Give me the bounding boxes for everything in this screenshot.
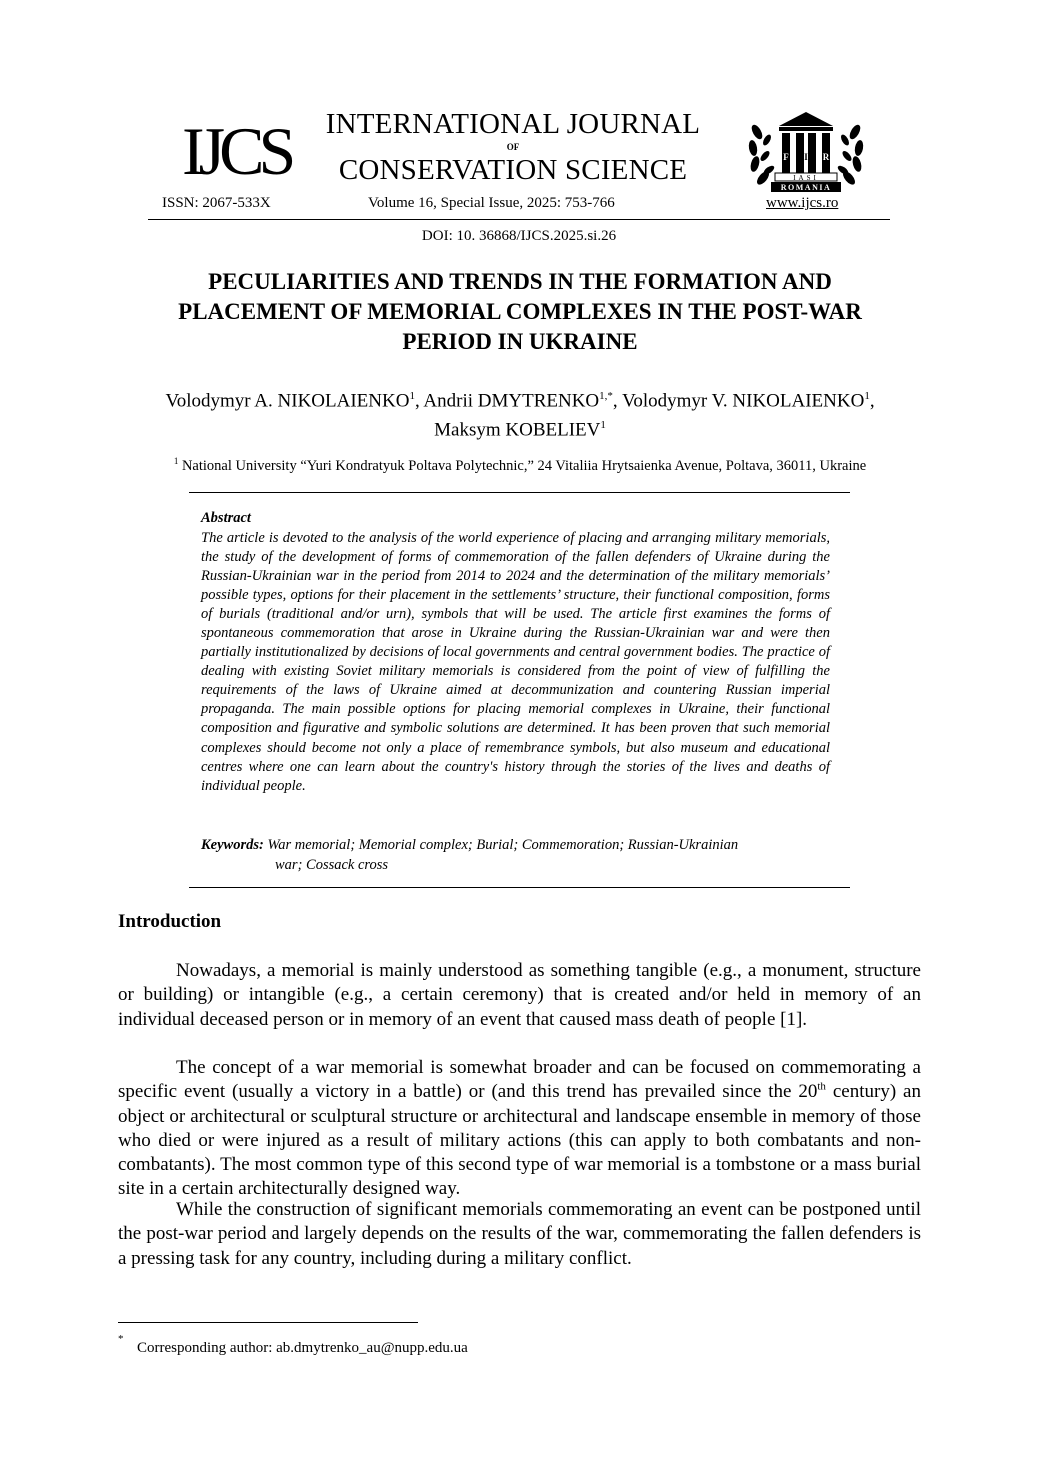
affiliation xyxy=(100,456,940,475)
header-divider xyxy=(148,219,890,220)
body-paragraph: The concept of a war memorial is somewhat broader and can be focused on commemorating a specific event (usually a victory in a battle) or (and this trend has prevailed since the 20th century) an object or architectural or sculptural structure or architectural and landscape ensemble in memory of those who died or were injured as a result of military actions (this can apply to both combatants and non-combatants). The most common type of this second type of war memorial is a tombstone or a mass burial site in a certain architecturally designed way. xyxy=(118,1057,921,1200)
journal-title-line1: INTERNATIONAL JOURNAL xyxy=(325,108,701,140)
footnote-text: Corresponding author: ab.dmytrenko_au@nupp.edu.ua xyxy=(137,1340,468,1356)
affiliation-mark: 1 xyxy=(173,456,179,466)
ijcs-logo xyxy=(180,112,291,190)
svg-text:IASI: IASI xyxy=(793,174,819,182)
paper-title-line: PECULIARITIES AND TRENDS IN THE FORMATION AND xyxy=(208,269,832,294)
laurel-left-icon xyxy=(748,123,776,187)
svg-text:ROMANIA: ROMANIA xyxy=(780,183,832,192)
body-paragraph: Nowadays, a memorial is mainly understood as something tangible (e.g., a monument, structure or building) or intangible (e.g., a certain ceremony) that is created and/or held in memory of an individual deceased person or in memory of an event that caused mass death of people [1]. xyxy=(118,960,921,1030)
journal-title-of: OF xyxy=(506,142,520,152)
ijcs-logo-text: IJCS xyxy=(182,113,291,189)
author-list: Volodymyr A. NIKOLAIENKO$^1$, Andrii $DMYTRENKO^{1,*}$, Volodymyr V. NIKOLAIENKO$^1$, Maksym KOBELIEV$^1$ xyxy=(165,390,875,441)
affiliation-text: National University “Yuri Kondratyuk Poltava Polytechnic,” 24 Vitaliia Hrytsaienka Avenue, Poltava, 36011, Ukraine xyxy=(181,457,867,474)
abstract-divider-top xyxy=(189,492,850,493)
svg-text:F: F xyxy=(783,152,789,162)
footnote-mark: * xyxy=(118,1333,124,1345)
svg-text:I: I xyxy=(804,152,808,162)
author-affiliation-mark: 1 xyxy=(409,390,415,402)
section-heading-introduction: Introduction xyxy=(118,911,222,932)
author-name: Volodymyr A. NIKOLAIENKO xyxy=(165,390,410,412)
keywords-text: war; Cossack cross xyxy=(275,856,389,873)
paper-title-line: PERIOD IN UKRAINE xyxy=(402,329,638,354)
fir-iasi-romania-logo xyxy=(745,110,867,196)
doi: DOI: 10. 36868/IJCS.2025.si.26 xyxy=(421,228,617,244)
footnote-divider xyxy=(118,1322,418,1323)
body-paragraph: While the construction of significant memorials commemorating an event can be postponed until the post-war period and largely depends on the results of the war, commemorating the fallen defenders is a pressing task for any country, including during a military conflict. xyxy=(118,1199,921,1269)
laurel-right-icon xyxy=(836,123,864,187)
volume-info: Volume 16, Special Issue, 2025: 753-766 xyxy=(368,195,615,211)
abstract-text: The article is devoted to the analysis of the world experience of placing and arranging military memorials, the study of the development of forms of commemoration of the fallen defenders of Ukraine during the Russian-Ukrainian war in the period from 2014 to 2024 and the determination of the military memorials’ possible types, options for their placement in the settlements’ structure, their functional composition, forms of burials (traditional and/or urn), symbols that will be used. The article first examines the forms of spontaneous commemoration that arose in Ukraine during the Russian-Ukrainian war and were then partially institutionalized by decisions of local governments and central government bodies. The practice of dealing with existing Soviet military memorials is considered from the point of view of fulfilling the requirements of the laws of Ukraine aimed at decommunization and countering Russian imperial propaganda. The main possible options for placing memorial complexes in Ukraine, their functional composition and figurative and symbolic solutions are determined. It has been proven that such memorial complexes should become not only a place of remembrance symbols, but also museum and educational centres where one can learn about the country's history through the stories of the lives and deaths of individual people. xyxy=(201,530,830,794)
keywords-text: War memorial; Memorial complex; Burial; Commemoration; Russian-Ukrainian xyxy=(267,837,739,853)
abstract-divider-bottom xyxy=(189,887,850,888)
temple-icon xyxy=(771,112,841,192)
author-affiliation-mark: 1 xyxy=(864,390,870,402)
author-name: Maksym KOBELIEV xyxy=(434,419,601,441)
keywords xyxy=(201,836,830,875)
issn: ISSN: 2067-533X xyxy=(162,195,271,211)
journal-title-line2: CONSERVATION SCIENCE xyxy=(338,154,688,186)
paper-title xyxy=(130,267,910,357)
author-affiliation-mark: 1,* xyxy=(599,390,613,402)
journal-website-link[interactable]: www.ijcs.ro xyxy=(766,195,839,211)
abstract-heading: Abstract xyxy=(201,510,251,526)
paper-title-line: PLACEMENT OF MEMORIAL COMPLEXES IN THE POST-WAR xyxy=(178,299,862,324)
author-name: Andrii DMYTRENKO xyxy=(423,390,600,412)
keywords-label: Keywords: xyxy=(201,837,264,853)
author-affiliation-mark: 1 xyxy=(600,419,606,432)
svg-text:R: R xyxy=(822,152,830,162)
author-name: Volodymyr V. NIKOLAIENKO xyxy=(622,390,865,412)
